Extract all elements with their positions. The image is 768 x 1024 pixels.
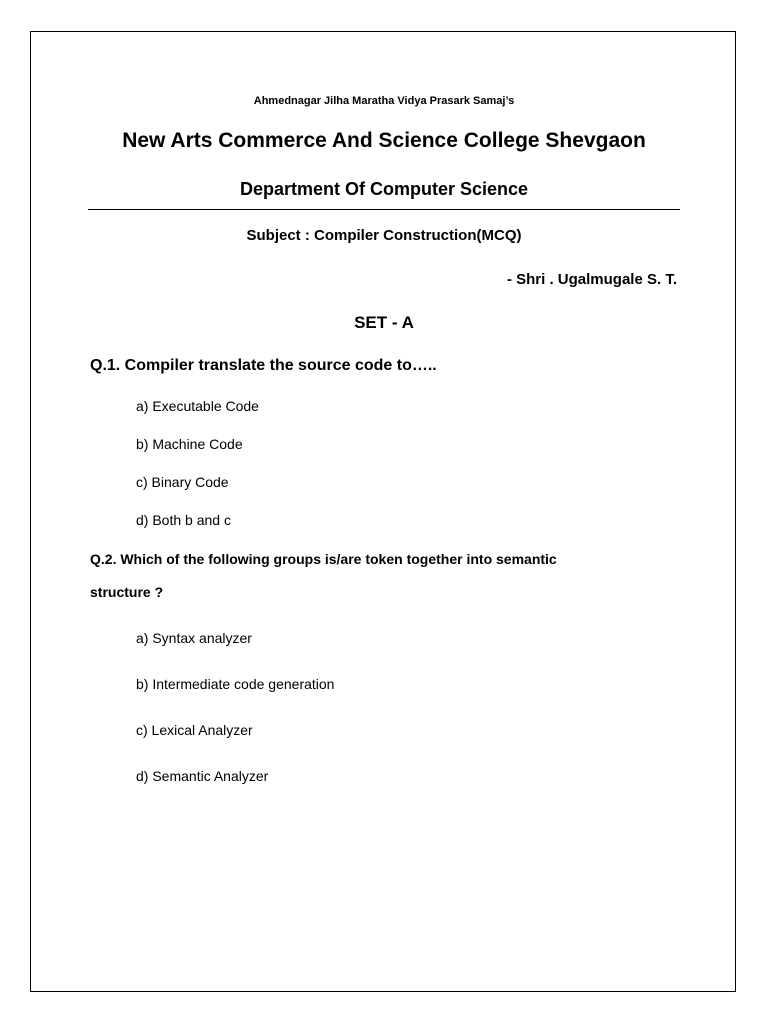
question-1-option-d: d) Both b and c — [136, 512, 231, 528]
question-1-option-b: b) Machine Code — [136, 436, 243, 452]
question-2-option-b: b) Intermediate code generation — [136, 676, 335, 692]
question-2-option-a: a) Syntax analyzer — [136, 630, 252, 646]
question-2-option-d: d) Semantic Analyzer — [136, 768, 269, 784]
society-name: Ahmednagar Jilha Maratha Vidya Prasark Samaj’s — [253, 95, 515, 107]
question-2-line-2: structure ? — [90, 584, 164, 600]
question-1-option-a: a) Executable Code — [136, 398, 259, 414]
college-name: New Arts Commerce And Science College Shevgaon — [122, 129, 646, 152]
question-2-option-c: c) Lexical Analyzer — [136, 722, 253, 738]
set-title: SET - A — [354, 313, 414, 332]
question-1: Q.1. Compiler translate the source code to….. — [90, 357, 437, 374]
question-2-line-1: Q.2. Which of the following groups is/are token together into semantic — [90, 551, 557, 567]
author-line: - Shri . Ugalmugale S. T. — [506, 271, 677, 288]
subject-line: Subject : Compiler Construction(MCQ) — [246, 227, 522, 244]
question-1-option-c: c) Binary Code — [136, 474, 229, 490]
header-divider — [88, 209, 680, 210]
department-name: Department Of Computer Science — [239, 179, 529, 199]
